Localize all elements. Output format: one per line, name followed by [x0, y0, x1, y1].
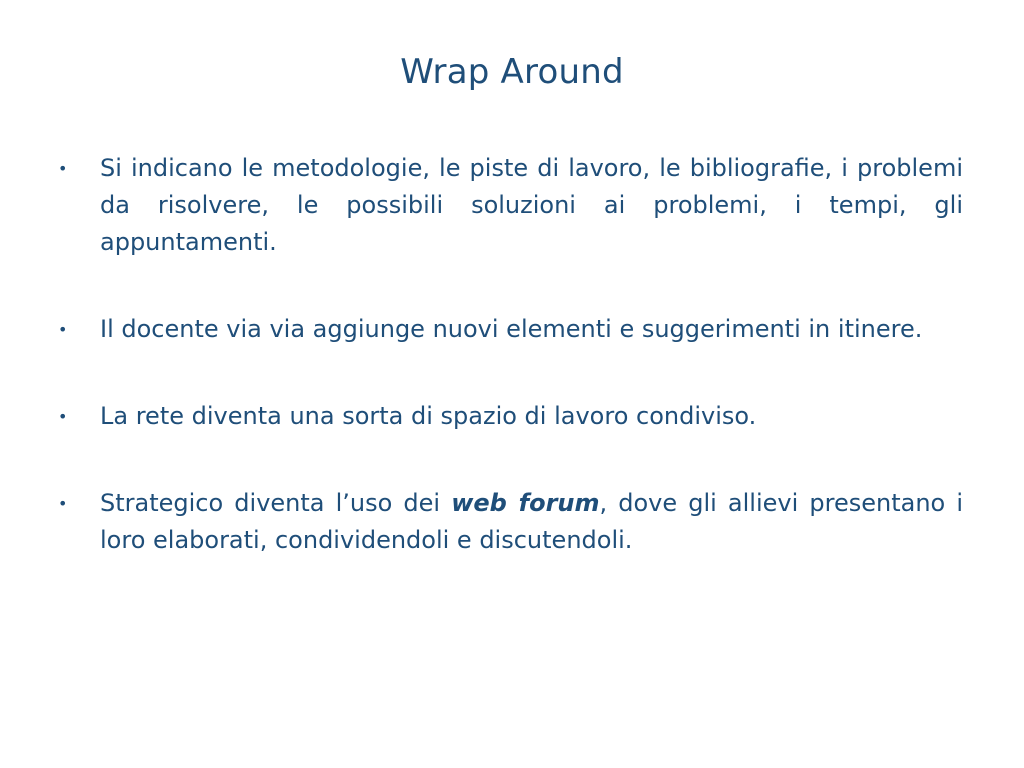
bullet-dot-icon: • [58, 320, 68, 339]
bullet-item [58, 398, 963, 435]
bullet-text-emphasis: web forum [451, 489, 600, 517]
bullet-dot-icon: • [58, 159, 68, 178]
bullet-text: Si indicano le metodologie, le piste di lavoro, le bibliografie, i problemi da risolvere, le possibili soluzioni ai problemi, i tempi, gli appuntamenti. [100, 154, 963, 256]
bullet-text: Il docente via via aggiunge nuovi elementi e suggerimenti in itinere. [100, 315, 923, 343]
bullet-text-lead: Strategico diventa l’uso dei [100, 489, 452, 517]
slide-title: Wrap Around [400, 52, 624, 92]
bullet-text-tail: , dove gli allievi presentano i loro elaborati, condividendoli e discutendoli. [100, 489, 963, 554]
bullet-item [58, 311, 963, 348]
bullet-item [58, 485, 963, 559]
bullet-item [58, 150, 963, 261]
bullet-dot-icon: • [58, 494, 68, 513]
bullet-dot-icon: • [58, 407, 68, 426]
bullet-text: La rete diventa una sorta di spazio di lavoro condiviso. [100, 402, 757, 430]
bullet-list [58, 150, 963, 609]
